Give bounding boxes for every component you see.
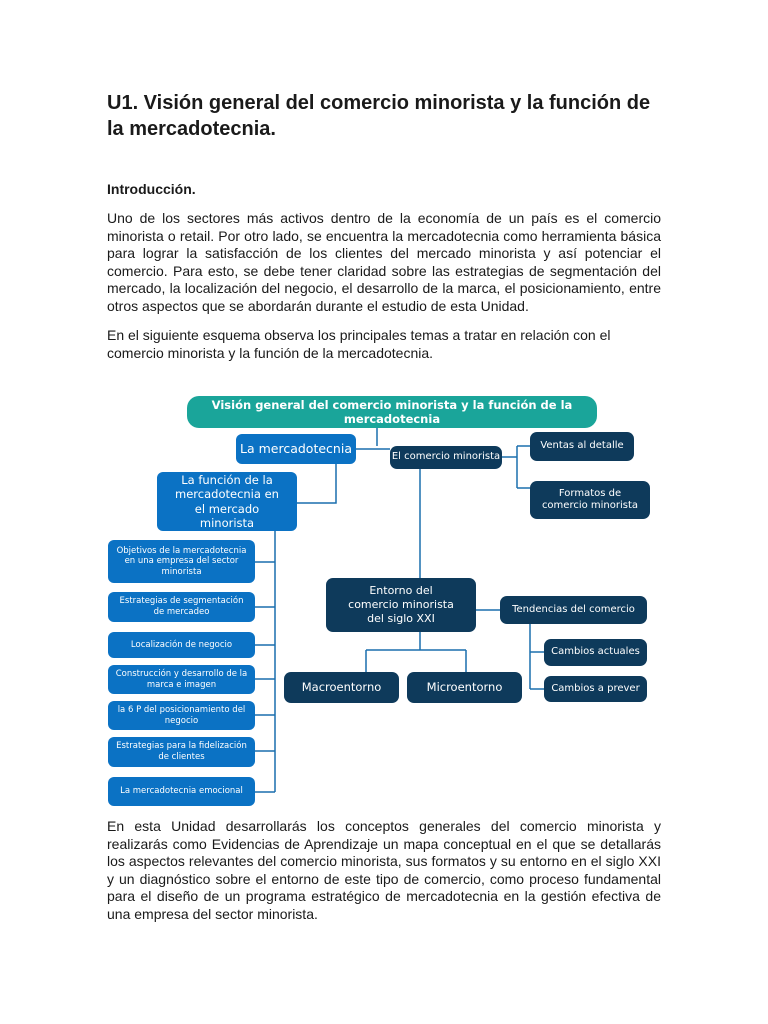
node-formatos-comercio: Formatos de comercio minorista [530, 481, 650, 519]
section-heading: Introducción. [107, 181, 196, 197]
closing-paragraph: En esta Unidad desarrollarás los conceptos generales del comercio minorista y realizarás como Evidencias de Aprendizaje un mapa conceptual en el que se detallarás los aspectos relevantes del comercio minorista, sus formatos y su entorno en el siglo XXI y un diagnóstico sobre el entorno de este tipo de comercio, como proceso fundamental para el diseño de un programa estratégico de mercadotecnia en la gestión efectiva de una empresa del sector minorista. [107, 818, 661, 922]
node-funcion-item-4: Construcción y desarrollo de la marca e imagen [108, 665, 255, 694]
intro-paragraph: Uno de los sectores más activos dentro de la economía de un país es el comercio minorista o retail. Por otro lado, se encuentra la mercadotecnia como herramienta básica para lograr la satisfacción de los clientes del mercado minorista y así potenciar el comercio. Para esto, se debe tener claridad sobre las estrategias de segmentación del mercado, la localización del negocio, el desarrollo de la marca, el posicionamiento, entre otros aspectos que se abordarán durante el estudio de esta Unidad. [107, 210, 661, 314]
node-funcion-item-6: Estrategias para la fidelización de clientes [108, 737, 255, 767]
node-funcion-mercadotecnia: La función de la mercadotecnia en el mercado minorista [157, 472, 297, 531]
node-tendencias-comercio: Tendencias del comercio [500, 596, 647, 624]
connector-mercadotecnia-to-funcion [297, 464, 336, 503]
node-la-mercadotecnia: La mercadotecnia [236, 434, 356, 464]
node-funcion-item-5: la 6 P del posicionamiento del negocio [108, 701, 255, 730]
node-funcion-item-1: Objetivos de la mercadotecnia en una empresa del sector minorista [108, 540, 255, 583]
node-entorno-siglo-xxi: Entorno del comercio minorista del siglo XXI [326, 578, 476, 632]
diagram-intro-paragraph: En el siguiente esquema observa los principales temas a tratar en relación con el comercio minorista y la función de la mercadotecnia. [107, 327, 611, 361]
page-title: U1. Visión general del comercio minorista y la función de la mercadotecnia. [107, 92, 651, 140]
diagram-root-node: Visión general del comercio minorista y la función de la mercadotecnia [187, 396, 597, 428]
node-macroentorno: Macroentorno [284, 672, 399, 703]
connector-entorno-to-macro-micro [366, 632, 466, 672]
node-comercio-minorista: El comercio minorista [390, 446, 502, 469]
node-cambios-actuales: Cambios actuales [544, 639, 647, 666]
node-cambios-a-prever: Cambios a prever [544, 676, 647, 702]
node-funcion-item-3: Localización de negocio [108, 632, 255, 658]
node-funcion-item-7: La mercadotecnia emocional [108, 777, 255, 806]
node-microentorno: Microentorno [407, 672, 522, 703]
node-ventas-al-detalle: Ventas al detalle [530, 432, 634, 461]
node-funcion-item-2: Estrategias de segmentación de mercadeo [108, 592, 255, 622]
